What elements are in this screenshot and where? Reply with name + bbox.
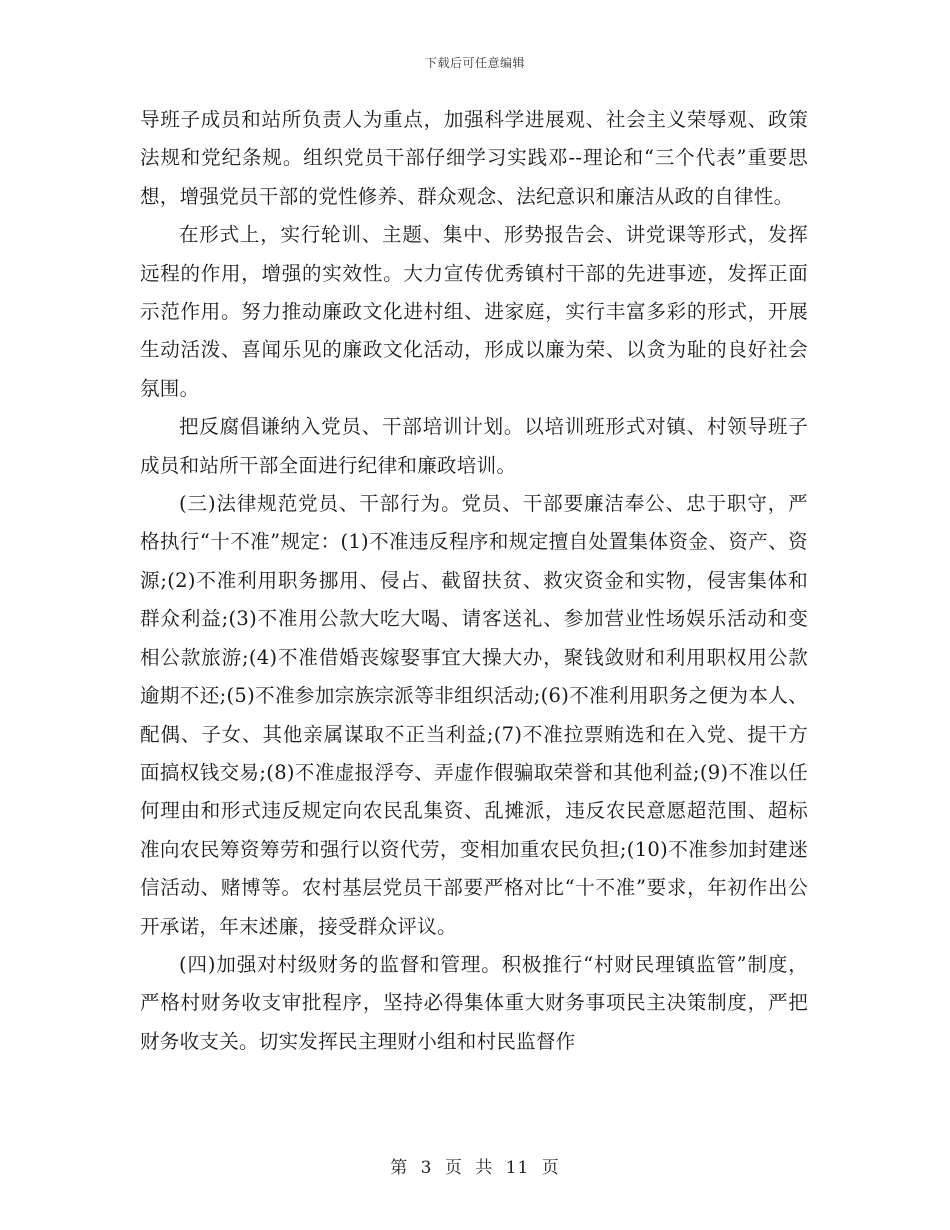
paragraph-continued: 导班子成员和站所负责人为重点，加强科学进展观、社会主义荣辱观、政策法规和党纪条规。组织党员干部仔细学习实践邓--理论和“三个代表”重要思想，增强党员干部的党性修养、群众观念、法纪意识和廉洁从政的自律性。 [140,108,808,208]
paragraph-training: 把反腐倡谦纳入党员、干部培训计划。以培训班形式对镇、村领导班子成员和站所干部全面进行纪律和廉政培训。 [140,415,808,477]
document-body [140,101,808,1061]
paragraph-section-four: (四)加强对村级财务的监督和管理。积极推行“村财民理镇监管”制度，严格村财务收支审批程序，坚持必得集体重大财务事项民主决策制度，严把财务收支关。切实发挥民主理财小组和村民监督作 [140,952,808,1053]
page-number: 第 3 页 共 11 页 [390,1158,560,1178]
page-header: 下载后可任意编辑 [424,56,525,70]
paragraph-format: 在形式上，实行轮训、主题、集中、形势报告会、讲党课等形式，发挥远程的作用，增强的实效性。大力宣传优秀镇村干部的先进事迹，发挥正面示范作用。努力推动廉政文化进村组、进家庭，实行丰富多彩的形式，开展生动活泼、喜闻乐见的廉政文化活动，形成以廉为荣、以贪为耻的良好社会氛围。 [140,223,808,400]
paragraph-section-three: (三)法律规范党员、干部行为。党员、干部要廉洁奉公、忠于职守，严格执行“十不准”规定：(1)不准违反程序和规定擅自处置集体资金、资产、资源;(2)不准利用职务挪用、侵占、截留扶贫、救灾资金和实物，侵害集体和群众利益;(3)不准用公款大吃大喝、请客送礼、参加营业性场娱乐活动和变相公款旅游;(4)不准借婚丧嫁娶事宜大操大办，聚钱敛财和利用职权用公款逾期不还;(5)不准参加宗族宗派等非组织活动;(6)不准利用职务之便为本人、配偶、子女、其他亲属谋取不正当利益;(7)不准拉票贿选和在入党、提干方面搞权钱交易;(8)不准虚报浮夸、弄虚作假骗取荣誉和其他利益;(9)不准以任何理由和形式违反规定向农民乱集资、乱摊派，违反农民意愿超范围、超标准向农民筹资筹劳和强行以资代劳，变相加重农民负担;(10)不准参加封建迷信活动、赌博等。农村基层党员干部要严格对比“十不准”要求，年初作出公开承诺，年末述廉，接受群众评议。 [140,492,808,938]
